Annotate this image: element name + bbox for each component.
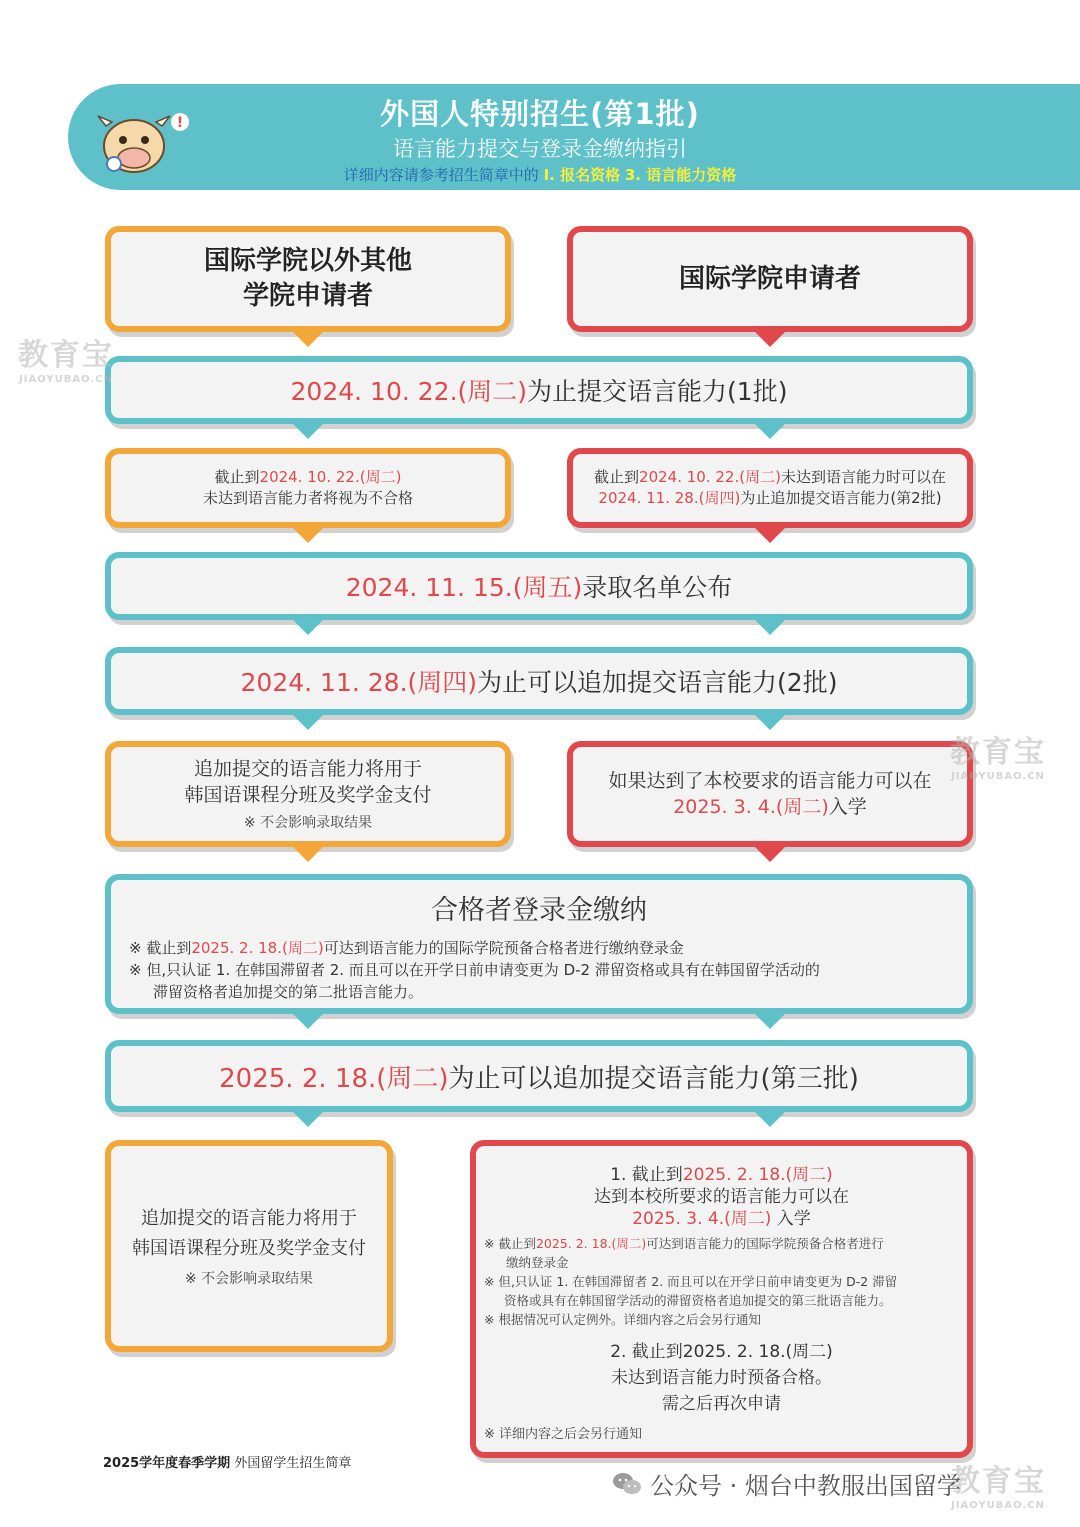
arrow-down bbox=[293, 424, 323, 439]
arrow-down bbox=[293, 1014, 323, 1029]
arrow-down bbox=[293, 332, 323, 347]
arrow-down bbox=[293, 528, 323, 543]
svg-text:!: ! bbox=[176, 115, 184, 131]
step-intl-enrollment-note: 如果达到了本校要求的语言能力可以在 2025. 3. 4.(周二)入学 bbox=[567, 741, 973, 847]
cow-mascot-icon bbox=[92, 104, 192, 184]
step-other-deadline-note: 截止到2024. 10. 22.(周二) 未达到语言能力者将视为不合格 bbox=[105, 448, 511, 528]
page-title: 外国人特别招生(第1批) bbox=[380, 97, 700, 131]
arrow-down bbox=[755, 847, 785, 862]
applicant-other-colleges: 国际学院以外其他 学院申请者 bbox=[105, 226, 511, 332]
watermark-logo: 教育宝 JIAOYUBAO.CN bbox=[950, 735, 1046, 782]
arrow-down bbox=[755, 528, 785, 543]
step-submit-language-batch2: 2024. 11. 28.(周四)为止可以追加提交语言能力(2批) bbox=[105, 647, 973, 715]
step-submit-language-batch1: 2024. 10. 22.(周二)为止提交语言能力(1批) bbox=[105, 356, 973, 424]
reference-note: 详细内容请参考招生简章中的 I. 报名资格 3. 语言能力资格 bbox=[343, 166, 737, 184]
arrow-down bbox=[293, 715, 323, 730]
arrow-down bbox=[755, 1014, 785, 1029]
arrow-down bbox=[293, 847, 323, 862]
arrow-down bbox=[293, 1112, 323, 1127]
arrow-down bbox=[755, 620, 785, 635]
step-submit-language-batch3: 2025. 2. 18.(周二)为止可以追加提交语言能力(第三批) bbox=[105, 1040, 973, 1112]
step-other-final-note: 追加提交的语言能力将用于 韩国语课程分班及奖学金支付 ※ 不会影响录取结果 bbox=[105, 1140, 393, 1352]
step-intl-final-note: 1. 截止到2025. 2. 18.(周二) 达到本校所要求的语言能力可以在 2025. 3. 4.(周二) 入学 ※ 截止到2025. 2. 18.(周二)可达到语言能力的国际学院预备合格者进行 缴纳登录金 ※ 但,只认证 1. 在韩国滞留者 2. 而且可以在开学日前申请变更为 D-2 滞留 资格或具有在韩国留学活动的滞留资格者追加提交的第三批语言能力。 ※ 根据情况可认定例外。详细内容之后会另行通知 2. 截止到2025. 2. 18.(周二) 未达到语言能力时预备合格。 需之后再次申请 ※ 详细内容之后会另行通知 bbox=[470, 1140, 973, 1458]
watermark-logo: 教育宝 JIAOYUBAO.CN bbox=[950, 1464, 1046, 1511]
wechat-account-label: 公众号 · 烟台中教服出国留学 bbox=[612, 1466, 961, 1501]
wechat-icon bbox=[612, 1471, 642, 1497]
page-subtitle: 语言能力提交与登录金缴纳指引 bbox=[393, 137, 687, 161]
watermark-logo: 教育宝 JIAOYUBAO.CN bbox=[18, 338, 114, 385]
step-intl-deadline-note: 截止到2024. 10. 22.(周二)未达到语言能力时可以在 2024. 11. 28.(周四)为止追加提交语言能力(第2批) bbox=[567, 448, 973, 528]
step-registration-fee: 合格者登录金缴纳 ※ 截止到2025. 2. 18.(周二)可达到语言能力的国际学院预备合格者进行缴纳登录金 ※ 但,只认证 1. 在韩国滞留者 2. 而且可以在开学日前申请变更为 D-2 滞留资格或具有在韩国留学活动的 滞留资格者追加提交的第二批语言能力。 bbox=[105, 874, 973, 1014]
arrow-down bbox=[755, 424, 785, 439]
step-admission-list: 2024. 11. 15.(周五)录取名单公布 bbox=[105, 552, 973, 620]
applicant-international-college: 国际学院申请者 bbox=[567, 226, 973, 332]
footer-caption: 2025学年度春季学期 外国留学生招生简章 bbox=[103, 1456, 352, 1471]
step-other-placement-note: 追加提交的语言能力将用于 韩国语课程分班及奖学金支付 ※ 不会影响录取结果 bbox=[105, 741, 511, 847]
arrow-down bbox=[293, 620, 323, 635]
arrow-down bbox=[755, 715, 785, 730]
arrow-down bbox=[755, 332, 785, 347]
arrow-down bbox=[755, 1112, 785, 1127]
